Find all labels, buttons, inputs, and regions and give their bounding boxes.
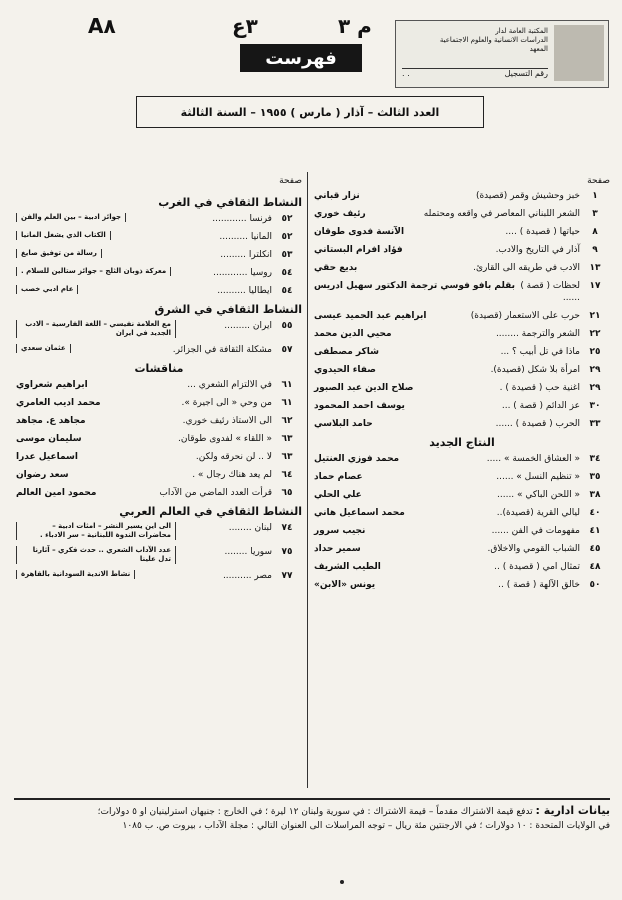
toc-entry bbox=[314, 471, 610, 483]
toc-title: الشعر والترجمة ........ bbox=[495, 329, 580, 339]
toc-author: محيي الدين محمد bbox=[314, 329, 392, 339]
toc-page-number: ١٧ bbox=[589, 281, 601, 291]
toc-author: ابراهيم شعراوي bbox=[16, 380, 88, 390]
toc-author: بقلم بافو فوسي ترجمة الدكتور سهيل ادريس bbox=[314, 281, 516, 291]
toc-author: ابراهيم عبد الحميد عيسى bbox=[314, 311, 427, 321]
toc-entry bbox=[314, 244, 610, 256]
toc-author: محمد فوزي العنتيل bbox=[314, 454, 400, 464]
toc-page-number: ١ bbox=[592, 191, 598, 201]
toc-page-number: ١٣ bbox=[589, 263, 601, 273]
toc-entry bbox=[314, 262, 610, 274]
toc-page-number: ٩ bbox=[592, 245, 598, 255]
column-divider bbox=[307, 172, 308, 788]
issue-header bbox=[136, 96, 484, 128]
toc-title: « اللقاء » لفدوى طوقان. bbox=[178, 434, 272, 444]
toc-entry bbox=[314, 382, 610, 394]
toc-entry bbox=[314, 346, 610, 358]
toc-entry bbox=[16, 213, 302, 225]
toc-entry bbox=[16, 415, 302, 427]
stamp-logo-icon bbox=[554, 25, 604, 81]
toc-title: لم يعد هناك رجال » . bbox=[192, 470, 272, 480]
toc-page-number: ٦٣ bbox=[281, 452, 293, 462]
toc-page-number: ٣٣ bbox=[589, 419, 601, 429]
page-mark bbox=[340, 880, 344, 884]
toc-entry bbox=[314, 579, 610, 591]
toc-title: لحظات ( قصة ) ...... bbox=[520, 281, 580, 303]
toc-title: الحرب ( قصيدة ) ...... bbox=[495, 419, 580, 429]
toc-author: يوسف احمد المحمود bbox=[314, 401, 405, 411]
toc-detail: معركة ذوبان الثلج – جوائز ستالين للسلام . bbox=[16, 267, 171, 276]
toc-detail: مع العلامة نفيسي – اللغة الفارسية – الادب الجديد في ايران bbox=[16, 320, 176, 338]
toc-entry bbox=[314, 280, 610, 304]
toc-page-number: ٤٨ bbox=[589, 562, 601, 572]
toc-title: في الالتزام الشعري ... bbox=[187, 380, 272, 390]
toc-page-number: ٦٥ bbox=[281, 488, 293, 498]
toc-page-number: ٨ bbox=[592, 227, 598, 237]
toc-title: مفهومات في الفن ...... bbox=[491, 526, 580, 536]
toc-title: امرأة بلا شكل (قصيدة). bbox=[490, 365, 580, 375]
toc-author: صفاء الحيدوي bbox=[314, 365, 376, 375]
toc-page-number: ٥٤ bbox=[281, 286, 293, 296]
toc-page-number: ٢٢ bbox=[589, 329, 601, 339]
toc-entry bbox=[314, 364, 610, 376]
toc-page-number: ٥٤ bbox=[281, 268, 293, 278]
toc-page-number: ٢٥ bbox=[589, 347, 601, 357]
left-column bbox=[16, 176, 302, 588]
toc-page-number: ٤١ bbox=[589, 526, 601, 536]
section-new-production: النتاج الجديد bbox=[429, 436, 495, 449]
admin-line-1: تدفع قيمة الاشتراك مقدماً – قيمة الاشتراك : في سورية ولبنان ١٢ ليرة ؛ في الخارج : جنيهان استرلينيان او ٥ دولارات؛ bbox=[97, 807, 533, 817]
toc-detail: الى اين يسير النشر – امثات ادبية – محاضرات الندوة اللبنانية – سر الادباء . bbox=[16, 522, 176, 540]
toc-entry bbox=[314, 543, 610, 555]
toc-title: انكلترا ......... bbox=[220, 250, 272, 260]
toc-page-number: ٦٤ bbox=[281, 470, 293, 480]
toc-entry bbox=[16, 320, 302, 338]
toc-author: يونس «الابن» bbox=[314, 580, 376, 590]
toc-author: محمود امين العالم bbox=[16, 488, 97, 498]
stamp-text: المكتبة العامة لدار الدراسات الانسانية والعلوم الاجتماعية المعهد bbox=[439, 27, 548, 53]
library-stamp bbox=[395, 20, 609, 88]
toc-title: روسيا ............ bbox=[213, 268, 272, 278]
toc-title: الشباب القومي والاخلاق. bbox=[487, 544, 580, 554]
section-west: النشاط الثقافي في الغرب bbox=[158, 196, 302, 209]
toc-entry bbox=[314, 310, 610, 322]
toc-title: حرب على الاستعمار (قصيدة) bbox=[470, 311, 580, 321]
toc-entry bbox=[16, 344, 302, 356]
toc-author: نجيب سرور bbox=[314, 526, 366, 536]
toc-page-number: ٤٠ bbox=[589, 508, 601, 518]
toc-page-number: ٥٠ bbox=[589, 580, 601, 590]
page-column-label-left: صفحة bbox=[279, 176, 302, 186]
toc-author: الآنسة فدوى طوقان bbox=[314, 227, 405, 237]
toc-author: شاكر مصطفى bbox=[314, 347, 379, 357]
index-banner: فهرست bbox=[240, 44, 362, 72]
toc-title: مصر .......... bbox=[222, 571, 272, 581]
toc-title: من وحي « الى اجيرة ». bbox=[181, 398, 272, 408]
toc-title: المانيا .......... bbox=[219, 232, 272, 242]
toc-page-number: ٣ bbox=[592, 209, 598, 219]
toc-entry bbox=[16, 231, 302, 243]
toc-author: حامد البلاسي bbox=[314, 419, 373, 429]
toc-entry bbox=[314, 525, 610, 537]
toc-page-number: ٣٤ bbox=[589, 454, 601, 464]
toc-entry bbox=[16, 546, 302, 564]
toc-title: خالق الآلهة ( قصة ) .. bbox=[498, 580, 580, 590]
toc-detail: الكتاب الذي يشغل المانيا bbox=[16, 231, 111, 240]
section-east: النشاط الثقافي في الشرق bbox=[154, 303, 302, 316]
toc-page-number: ٥٢ bbox=[281, 214, 293, 224]
toc-title: لا .. لن نحرقه ولكن. bbox=[195, 452, 272, 462]
toc-author: سعد رضوان bbox=[16, 470, 69, 480]
toc-page-number: ٢٩ bbox=[589, 365, 601, 375]
toc-title: ليالي القرية (قصيدة).. bbox=[496, 508, 580, 518]
toc-title: مشكلة الثقافة في الجزائر. bbox=[172, 345, 272, 355]
toc-author: فؤاد افرام البستاني bbox=[314, 245, 403, 255]
toc-title: الادب في طريقه الى القارئ. bbox=[473, 263, 580, 273]
toc-page-number: ٥٧ bbox=[281, 345, 293, 355]
toc-page-number: ٧٥ bbox=[281, 547, 293, 557]
toc-author: رئيف خوري bbox=[314, 209, 366, 219]
toc-page-number: ٥٣ bbox=[281, 250, 293, 260]
toc-entry bbox=[16, 249, 302, 261]
toc-entry bbox=[16, 285, 302, 297]
toc-page-number: ٣٥ bbox=[589, 472, 601, 482]
toc-entry bbox=[314, 453, 610, 465]
toc-title: الشعر اللبناني المعاصر في واقعه ومحتمله bbox=[423, 209, 580, 219]
toc-entry bbox=[314, 400, 610, 412]
toc-entry bbox=[314, 208, 610, 220]
toc-page-number: ٤٥ bbox=[589, 544, 601, 554]
toc-title: فرنسا ............ bbox=[212, 214, 272, 224]
toc-title: الى الاستاذ رئيف خوري. bbox=[182, 416, 272, 426]
toc-detail: نشاط الاندية السودانية بالقاهرة bbox=[16, 570, 135, 579]
toc-title: آذار في التاريخ والادب. bbox=[495, 245, 580, 255]
handwritten-note-number: A٨ bbox=[88, 14, 116, 38]
toc-page-number: ٥٥ bbox=[281, 321, 293, 331]
toc-author: عصام حماد bbox=[314, 472, 363, 482]
toc-title: « تنظيم النسل » ...... bbox=[496, 472, 580, 482]
toc-entry bbox=[16, 570, 302, 582]
toc-entry bbox=[16, 433, 302, 445]
toc-page-number: ٦١ bbox=[281, 398, 293, 408]
admin-line-2: في الولايات المتحدة : ١٠ دولارات ؛ في الارجنتين مئة ريال – توجه المراسلات الى العنوان التالي : مجلة الآداب ، بيروت ص. ب ١٠٨٥ bbox=[122, 821, 610, 831]
toc-author: بديع حقي bbox=[314, 263, 358, 273]
stamp-registration-row: رقم التسجيل . . bbox=[402, 68, 548, 82]
toc-author: مجاهد ع. مجاهد bbox=[16, 416, 86, 426]
toc-author: علي الحلي bbox=[314, 490, 362, 500]
toc-entry bbox=[314, 507, 610, 519]
toc-page-number: ٦١ bbox=[281, 380, 293, 390]
handwritten-note-code: ٣ع bbox=[232, 14, 258, 38]
toc-detail: عام ادبي خصب bbox=[16, 285, 78, 294]
toc-title: سوريا ........ bbox=[224, 547, 272, 557]
toc-author: اسماعيل عدرا bbox=[16, 452, 78, 462]
toc-entry bbox=[314, 328, 610, 340]
toc-title: قرأت العدد الماضي من الآداب bbox=[159, 488, 272, 498]
toc-page-number: ٦٢ bbox=[281, 416, 293, 426]
page-column-label: صفحة bbox=[587, 176, 610, 186]
toc-entry bbox=[16, 379, 302, 391]
admin-info bbox=[14, 798, 610, 833]
toc-entry bbox=[314, 489, 610, 501]
toc-title: ايران ......... bbox=[224, 321, 272, 331]
toc-detail: عدد الآداب الشعري .. حدث فكري – آثارنا تدل علينا bbox=[16, 546, 176, 564]
toc-entry bbox=[314, 190, 610, 202]
toc-entry bbox=[16, 522, 302, 540]
toc-page-number: ٧٧ bbox=[281, 571, 293, 581]
admin-label: بيانات ادارية : bbox=[535, 804, 610, 817]
toc-author: سليمان موسى bbox=[16, 434, 82, 444]
toc-title: ايطاليا .......... bbox=[217, 286, 272, 296]
toc-title: لبنان ........ bbox=[228, 523, 272, 533]
toc-entry bbox=[16, 469, 302, 481]
toc-entry bbox=[16, 451, 302, 463]
toc-page-number: ٧٤ bbox=[281, 523, 293, 533]
toc-author: محمد اسماعيل هاني bbox=[314, 508, 405, 518]
toc-title: « العشاق الخمسة » ..... bbox=[486, 454, 580, 464]
section-arab-world: النشاط الثقافي في العالم العربي bbox=[119, 505, 302, 518]
toc-page-number: ٦٣ bbox=[281, 434, 293, 444]
toc-detail: جوائز ادبية – بين العلم والفن bbox=[16, 213, 126, 222]
toc-page-number: ٣٠ bbox=[589, 401, 601, 411]
toc-title: ماذا في تل أبيب ؟ ... bbox=[500, 347, 580, 357]
toc-title: حياتها ( قصيدة ) .... bbox=[505, 227, 580, 237]
right-column bbox=[314, 176, 610, 597]
toc-entry bbox=[314, 561, 610, 573]
toc-title: « اللحن الباكي » ...... bbox=[497, 490, 580, 500]
section-discussions: مناقشات bbox=[134, 362, 184, 375]
toc-author: سمير حداد bbox=[314, 544, 361, 554]
toc-page-number: ٥٢ bbox=[281, 232, 293, 242]
toc-detail: رسالة من توفيق صايغ bbox=[16, 249, 102, 258]
toc-title: اغنية حب ( قصيدة ) . bbox=[499, 383, 580, 393]
toc-author: نزار قباني bbox=[314, 191, 360, 201]
issue-line: العدد الثالث – آذار ( مارس ) ١٩٥٥ – السنة الثالثة bbox=[180, 105, 440, 119]
toc-entry bbox=[16, 397, 302, 409]
handwritten-note-issue: م ٣ bbox=[338, 14, 372, 38]
toc-page-number: ٣٨ bbox=[589, 490, 601, 500]
toc-title: عز الدائم ( قصة ) ... bbox=[501, 401, 580, 411]
toc-detail: عثمان سعدي bbox=[16, 344, 71, 353]
toc-page-number: ٢٩ bbox=[589, 383, 601, 393]
toc-page-number: ٢١ bbox=[589, 311, 601, 321]
toc-author: محمد اديب العامري bbox=[16, 398, 101, 408]
toc-entry bbox=[314, 418, 610, 430]
toc-title: خبز وحشيش وقمر (قصيدة) bbox=[475, 191, 580, 201]
toc-author: الطيب الشريف bbox=[314, 562, 381, 572]
toc-author: صلاح الدين عبد الصبور bbox=[314, 383, 414, 393]
toc-entry bbox=[16, 267, 302, 279]
toc-entry bbox=[16, 487, 302, 499]
toc-entry bbox=[314, 226, 610, 238]
toc-title: تمثال امي ( قصيدة ) .. bbox=[494, 562, 580, 572]
